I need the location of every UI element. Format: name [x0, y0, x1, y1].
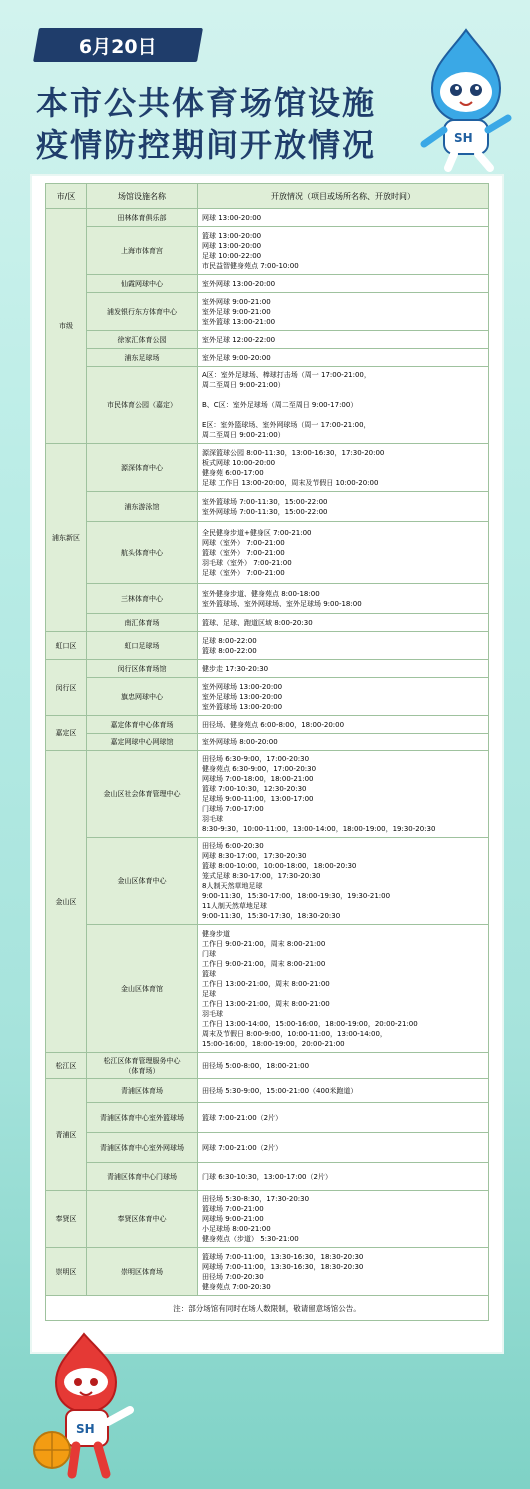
opening-hours-cell: 全民健身步道+健身区 7:00-21:00 网球（室外） 7:00-21:00 篮球（室外） 7:00-21:00 羽毛球（室外） 7:00-21:00 足球（室外） 7:00-21:00 — [198, 522, 489, 584]
table-row — [46, 838, 489, 925]
table-row — [46, 349, 489, 367]
opening-hours-cell: 室外网球场 8:00-20:00 — [198, 734, 489, 751]
table-row — [46, 632, 489, 660]
district-cell: 闵行区 — [46, 660, 87, 716]
district-cell: 青浦区 — [46, 1079, 87, 1191]
date-text: 6月20日 — [79, 35, 157, 58]
column-header-hours: 开放情况（项目或场所名称、开放时间） — [198, 184, 489, 209]
column-header-venue: 场馆设施名称 — [87, 184, 198, 209]
venue-name-cell: 仙霞网球中心 — [87, 275, 198, 293]
district-cell: 市级 — [46, 209, 87, 444]
venue-name-cell: 崇明区体育场 — [87, 1248, 198, 1296]
opening-hours-cell: 田径场 6:30-9:00，17:00-20:30 健身苑点 6:30-9:00，17:00-20:30 网球场 7:00-18:00，18:00-21:00 篮球 7:00-10:30，12:30-20:30 足球场 9:00-11:00，13:00-17:00 门球场 7:00-17:00 羽毛球 8:30-9:30，10:00-11:00，13:00-14:00，18:00-19:00，19:30-20:30 — [198, 751, 489, 838]
opening-hours-cell: 篮球 13:00-20:00 网球 13:00-20:00 足球 10:00-22:00 市民益智健身苑点 7:00-10:00 — [198, 227, 489, 275]
table-row — [46, 734, 489, 751]
opening-hours-cell: 田径场 6:00-20:30 网球 8:30-17:00，17:30-20:30 篮球 8:00-10:00，10:00-18:00，18:00-20:30 笼式足球 8:30-17:00，17:30-20:30 8人制天然草地足球 9:00-11:30，15:30-17:00，18:00-19:30，19:30-21:00 11人制天然草地足球 9:00-11:30，15:30-17:30，18:30-20:30 — [198, 838, 489, 925]
opening-hours-cell: 田径场、健身苑点 6:00-8:00，18:00-20:00 — [198, 716, 489, 734]
water-drop-mascot-illustration — [410, 22, 522, 172]
table-row — [46, 444, 489, 492]
table-row — [46, 275, 489, 293]
opening-hours-cell: 篮球 7:00-21:00（2片） — [198, 1103, 489, 1133]
opening-hours-cell: 足球 8:00-22:00 篮球 8:00-22:00 — [198, 632, 489, 660]
opening-hours-cell: 健身步道 工作日 9:00-21:00，周末 8:00-21:00 门球 工作日 9:00-21:00，周末 8:00-21:00 篮球 工作日 13:00-21:00，周末 8:00-21:00 足球 工作日 13:00-21:00，周末 8:00-21:00 羽毛球 工作日 13:00-14:00，15:00-16:00，18:00-19:00，20:00-21:00 周末及节假日 8:00-9:00，10:00-11:00，13:00-14:00， 15:00-16:00，18:00-19:00，20:00-21:00 — [198, 925, 489, 1053]
district-cell: 金山区 — [46, 751, 87, 1053]
district-cell: 嘉定区 — [46, 716, 87, 751]
venue-name-cell: 奉贤区体育中心 — [87, 1191, 198, 1248]
opening-hours-cell: 室外足球 9:00-20:00 — [198, 349, 489, 367]
venue-name-cell: 嘉定体育中心体育场 — [87, 716, 198, 734]
opening-hours-cell: 室外足球 12:00-22:00 — [198, 331, 489, 349]
opening-hours-cell: 田径场 5:30-8:30，17:30-20:30 篮球场 7:00-21:00 网球场 9:00-21:00 小足球场 8:00-21:00 健身苑点（步道） 5:30-21:00 — [198, 1191, 489, 1248]
table-row — [46, 1163, 489, 1191]
date-badge — [33, 28, 203, 62]
table-note: 注：部分场馆有同时在场人数限制，敬请留意场馆公告。 — [46, 1296, 489, 1321]
table-row — [46, 1133, 489, 1163]
opening-hours-cell: 室外网球 9:00-21:00 室外足球 9:00-21:00 室外篮球 13:00-21:00 — [198, 293, 489, 331]
basketball-mascot-illustration — [26, 1330, 156, 1480]
venue-name-cell: 嘉定网球中心网球馆 — [87, 734, 198, 751]
table-row — [46, 331, 489, 349]
opening-hours-cell: 室外网球 13:00-20:00 — [198, 275, 489, 293]
table-row — [46, 367, 489, 444]
venue-name-cell: 浦发银行东方体育中心 — [87, 293, 198, 331]
svg-text:SH: SH — [454, 131, 473, 145]
table-row — [46, 1079, 489, 1103]
venue-name-cell: 浦东游泳馆 — [87, 492, 198, 522]
table-row — [46, 1248, 489, 1296]
venue-name-cell: 金山区社会体育管理中心 — [87, 751, 198, 838]
venue-name-cell: 青浦区体育场 — [87, 1079, 198, 1103]
venue-name-cell: 源深体育中心 — [87, 444, 198, 492]
table-row — [46, 1191, 489, 1248]
venue-name-cell: 闵行区体育场馆 — [87, 660, 198, 678]
table-row — [46, 209, 489, 227]
svg-text:SH: SH — [76, 1422, 95, 1436]
venue-name-cell: 松江区体育管理服务中心 （体育场） — [87, 1053, 198, 1079]
district-cell: 松江区 — [46, 1053, 87, 1079]
venue-name-cell: 市民体育公园（嘉定） — [87, 367, 198, 444]
table-row — [46, 492, 489, 522]
opening-hours-cell: A区：室外足球场、棒球打击场（周一 17:00-21:00， 周二至周日 9:00-21:00） B、C区：室外足球场（周二至周日 9:00-17:00） E区：室外篮球场、室外网球场（周一 17:00-21:00， 周二至周日 9:00-21:00） — [198, 367, 489, 444]
venue-name-cell: 南汇体育场 — [87, 614, 198, 632]
venue-name-cell: 浦东足球场 — [87, 349, 198, 367]
table-row — [46, 1103, 489, 1133]
opening-hours-cell: 篮球、足球、跑道区域 8:00-20:30 — [198, 614, 489, 632]
opening-hours-cell: 田径场 5:00-8:00，18:00-21:00 — [198, 1053, 489, 1079]
venue-name-cell: 航头体育中心 — [87, 522, 198, 584]
venue-name-cell: 金山区体育馆 — [87, 925, 198, 1053]
venue-name-cell: 上海市体育宫 — [87, 227, 198, 275]
column-header-district: 市/区 — [46, 184, 87, 209]
venue-name-cell: 徐家汇体育公园 — [87, 331, 198, 349]
district-cell: 虹口区 — [46, 632, 87, 660]
opening-hours-cell: 篮球场 7:00-11:00，13:30-16:30，18:30-20:30 网球场 7:00-11:00，13:30-16:30，18:30-20:30 田径场 7:00-20:30 健身苑点 7:00-20:30 — [198, 1248, 489, 1296]
table-row — [46, 660, 489, 678]
table-row — [46, 678, 489, 716]
venue-name-cell: 旗忠网球中心 — [87, 678, 198, 716]
page-title-line2: 疫情防控期间开放情况 — [36, 126, 377, 164]
district-cell: 崇明区 — [46, 1248, 87, 1296]
opening-hours-cell: 门球 6:30-10:30，13:00-17:00（2片） — [198, 1163, 489, 1191]
table-row — [46, 293, 489, 331]
venue-name-cell: 虹口足球场 — [87, 632, 198, 660]
opening-hours-cell: 源深篮球公园 8:00-11:30，13:00-16:30，17:30-20:00 板式网球 10:00-20:00 健身苑 6:00-17:00 足球 工作日 13:00-20:00，周末及节假日 10:00-20:00 — [198, 444, 489, 492]
opening-hours-cell: 室外篮球场 7:00-11:30，15:00-22:00 室外网球场 7:00-11:30，15:00-22:00 — [198, 492, 489, 522]
table-row — [46, 1053, 489, 1079]
table-row — [46, 227, 489, 275]
table-row — [46, 751, 489, 838]
venue-name-cell: 青浦区体育中心室外篮球场 — [87, 1103, 198, 1133]
schedule-sheet — [30, 174, 504, 1354]
venue-schedule-table — [45, 183, 489, 1321]
table-row — [46, 925, 489, 1053]
opening-hours-cell: 健步走 17:30-20:30 — [198, 660, 489, 678]
table-row — [46, 522, 489, 584]
opening-hours-cell: 网球 7:00-21:00（2片） — [198, 1133, 489, 1163]
venue-name-cell: 田林体育俱乐部 — [87, 209, 198, 227]
table-row — [46, 614, 489, 632]
venue-name-cell: 青浦区体育中心门球场 — [87, 1163, 198, 1191]
venue-name-cell: 青浦区体育中心室外网球场 — [87, 1133, 198, 1163]
opening-hours-cell: 田径场 5:30-9:00，15:00-21:00（400米跑道） — [198, 1079, 489, 1103]
table-row — [46, 716, 489, 734]
venue-name-cell: 金山区体育中心 — [87, 838, 198, 925]
table-row — [46, 584, 489, 614]
venue-name-cell: 三林体育中心 — [87, 584, 198, 614]
district-cell: 浦东新区 — [46, 444, 87, 632]
opening-hours-cell: 室外健身步道、健身苑点 8:00-18:00 室外篮球场、室外网球场、室外足球场 9:00-18:00 — [198, 584, 489, 614]
page-title-line1: 本市公共体育场馆设施 — [36, 84, 377, 122]
district-cell: 奉贤区 — [46, 1191, 87, 1248]
opening-hours-cell: 室外网球场 13:00-20:00 室外足球场 13:00-20:00 室外篮球场 13:00-20:00 — [198, 678, 489, 716]
opening-hours-cell: 网球 13:00-20:00 — [198, 209, 489, 227]
